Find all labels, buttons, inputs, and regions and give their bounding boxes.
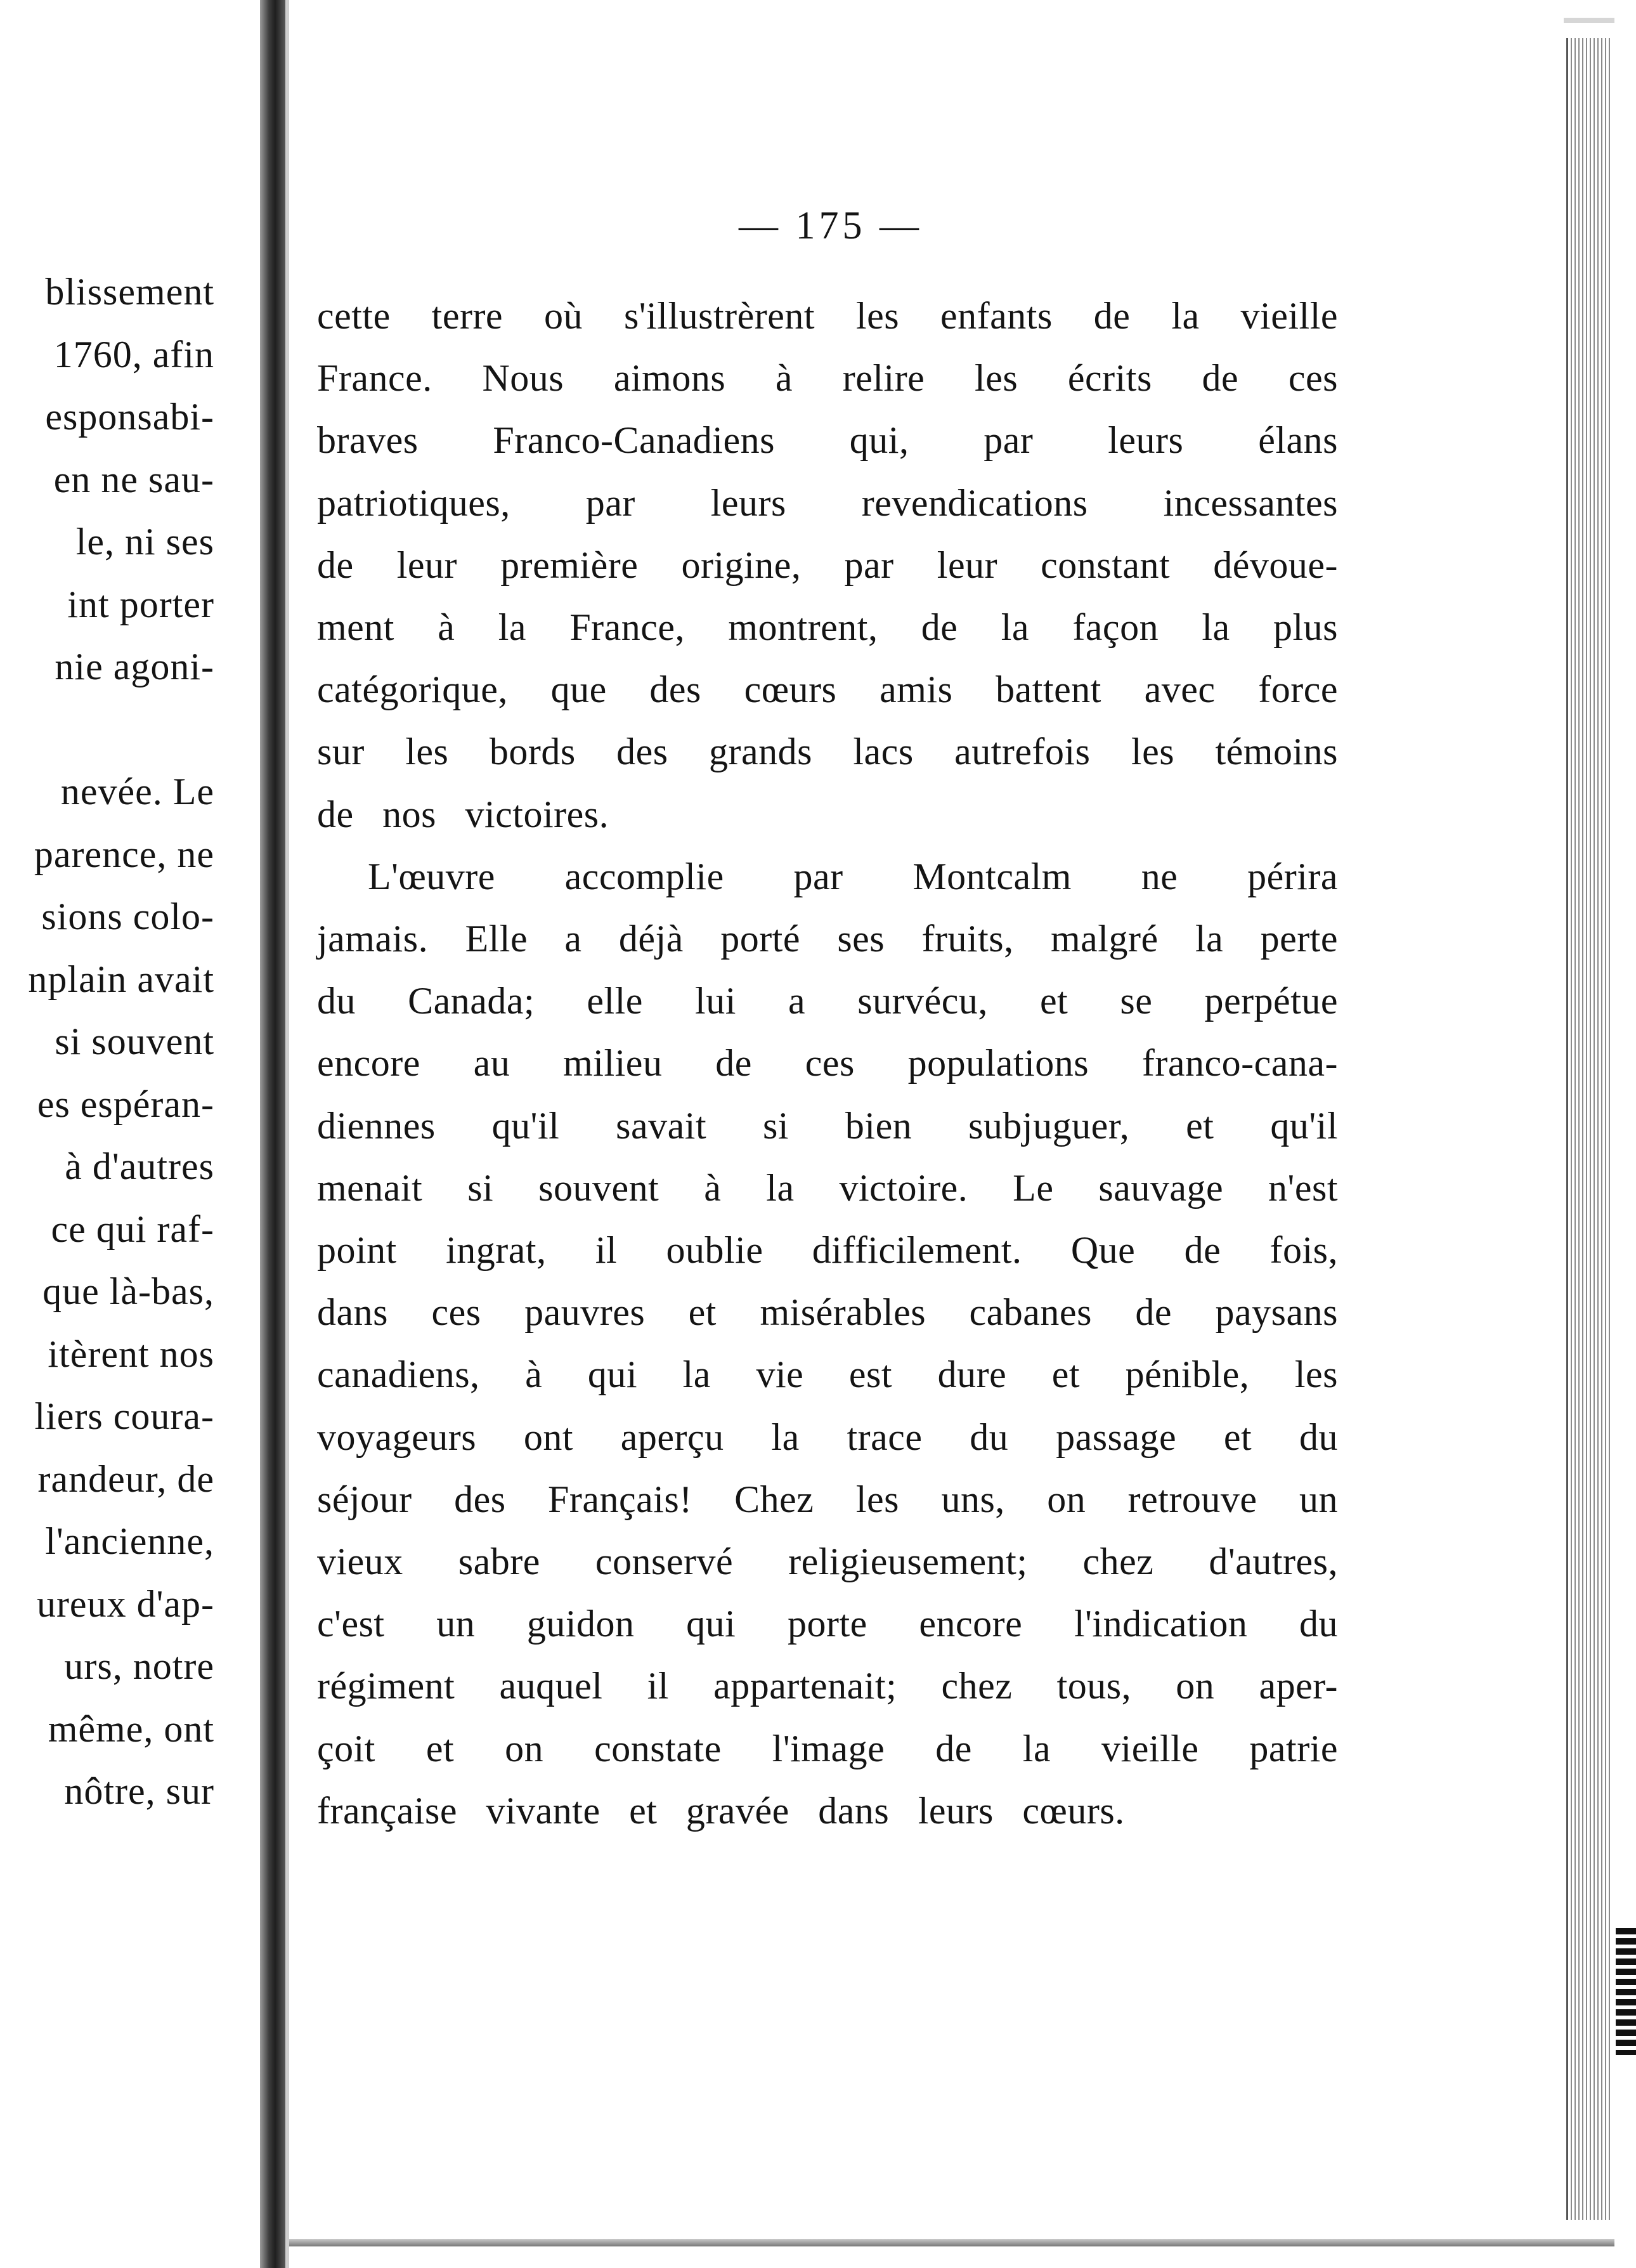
text-line: canadiens, à qui la vie est dure et pénible, les bbox=[317, 1353, 1338, 1396]
text-line: L'œuvre accomplie par Montcalm ne périra bbox=[368, 855, 1338, 897]
left-page-line: sions colo- bbox=[41, 896, 214, 937]
left-page-line: ureux d'ap- bbox=[36, 1582, 214, 1625]
page-bottom-edge bbox=[289, 2239, 1614, 2246]
page-edge-stack bbox=[1566, 38, 1613, 2220]
text-line: France. Nous aimons à relire les écrits de ces bbox=[317, 357, 1338, 400]
text-line: c'est un guidon qui porte encore l'indication du bbox=[317, 1603, 1338, 1645]
left-page-line: nôtre, sur bbox=[64, 1770, 214, 1812]
left-page-line: le, ni ses bbox=[75, 521, 214, 563]
left-page-line: parence, ne bbox=[34, 833, 214, 875]
left-page-line: nie agoni- bbox=[55, 646, 214, 688]
left-page-line: à d'autres bbox=[65, 1145, 214, 1187]
text-line: jamais. Elle a déjà porté ses fruits, malgré la perte bbox=[317, 918, 1338, 960]
left-page-line: esponsabi- bbox=[45, 396, 214, 438]
text-line: dans ces pauvres et misérables cabanes de paysans bbox=[317, 1291, 1338, 1334]
left-page-line: int porter bbox=[67, 583, 214, 625]
text-line: de leur première origine, par leur constant dévoue- bbox=[317, 544, 1338, 586]
left-page-line: ce qui raf- bbox=[51, 1208, 214, 1250]
left-page-line: l'ancienne, bbox=[45, 1520, 214, 1562]
text-line: du Canada; elle lui a survécu, et se perpétue bbox=[317, 980, 1338, 1022]
left-page-line: blissement bbox=[45, 271, 214, 313]
left-page-line: randeur, de bbox=[37, 1457, 214, 1500]
text-line: vieux sabre conservé religieusement; chez d'autres, bbox=[317, 1541, 1338, 1582]
text-line: française vivante et gravée dans leurs cœurs. bbox=[317, 1789, 1125, 1832]
scan-artifact bbox=[1616, 1928, 1636, 2055]
left-page-line: si souvent bbox=[55, 1020, 214, 1062]
page-number: — 175 — bbox=[739, 204, 923, 247]
text-line: diennes qu'il savait si bien subjuguer, et qu'il bbox=[317, 1104, 1338, 1147]
text-line: encore au milieu de ces populations franco-cana- bbox=[317, 1042, 1338, 1085]
left-page-fragment bbox=[0, 0, 260, 2268]
left-page-line: nplain avait bbox=[28, 958, 214, 1000]
left-page-line: itèrent nos bbox=[48, 1333, 214, 1375]
text-line: patriotiques, par leurs revendications incessantes bbox=[317, 481, 1338, 524]
text-line: voyageurs ont aperçu la trace du passage et du bbox=[317, 1416, 1338, 1458]
text-line: ment à la France, montrent, de la façon la plus bbox=[317, 606, 1338, 648]
text-line: point ingrat, il oublie difficilement. Que de fois, bbox=[317, 1229, 1338, 1271]
text-line: régiment auquel il appartenait; chez tous, on aper- bbox=[317, 1665, 1338, 1707]
left-page-line: urs, notre bbox=[64, 1645, 214, 1687]
left-page-line: en ne sau- bbox=[53, 458, 214, 500]
text-line: catégorique, que des cœurs amis battent avec force bbox=[317, 668, 1338, 711]
text-line: menait si souvent à la victoire. Le sauvage n'est bbox=[317, 1166, 1338, 1209]
left-page-line: es espéran- bbox=[37, 1083, 214, 1125]
text-line: cette terre où s'illustrèrent les enfants de la vieille bbox=[317, 295, 1338, 337]
text-line: sur les bords des grands lacs autrefois les témoins bbox=[317, 731, 1338, 773]
text-line: çoit et on constate l'image de la vieille patrie bbox=[317, 1727, 1338, 1769]
text-line: séjour des Français! Chez les uns, on retrouve un bbox=[317, 1478, 1338, 1520]
left-page-line: nevée. Le bbox=[60, 771, 214, 812]
left-page-line: même, ont bbox=[48, 1707, 214, 1750]
book-gutter bbox=[260, 0, 285, 2268]
text-line: braves Franco-Canadiens qui, par leurs élans bbox=[317, 419, 1338, 462]
left-page-line: liers coura- bbox=[34, 1395, 214, 1437]
text-line: de nos victoires. bbox=[317, 793, 609, 835]
left-page-line: 1760, afin bbox=[53, 333, 214, 375]
left-page-line: que là-bas, bbox=[42, 1270, 214, 1312]
